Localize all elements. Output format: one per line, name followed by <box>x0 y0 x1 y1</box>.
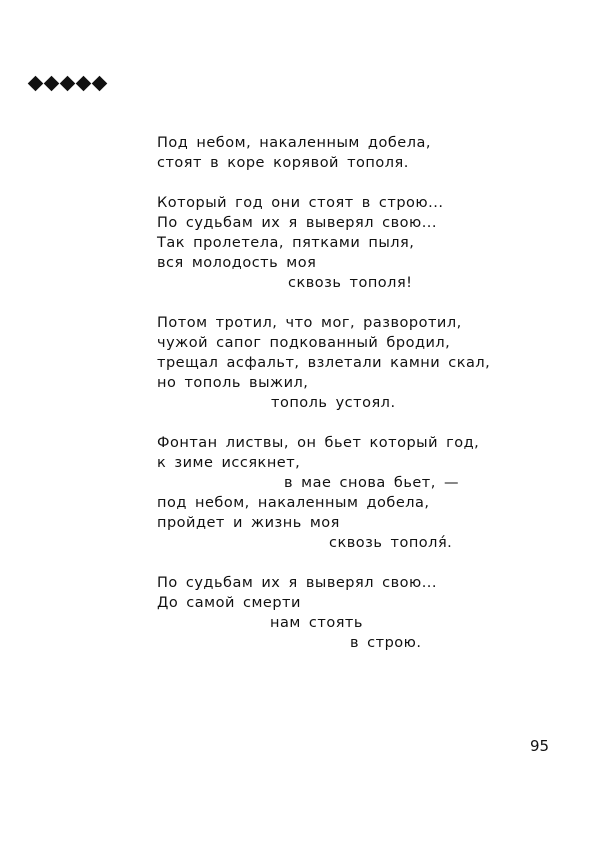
poem-line: сквозь тополя! <box>288 275 413 291</box>
diamond-ornament-row <box>28 76 108 100</box>
poem-line: До самой смерти <box>157 595 301 611</box>
poem-line: стоят в коре корявой тополя. <box>157 155 409 171</box>
stanza <box>157 313 491 413</box>
poem-line: к зиме иссякнет, <box>157 455 301 471</box>
poem-line: трещал асфальт, взлетали камни скал, <box>157 355 491 371</box>
poem-line: Так пролетела, пятками пыля, <box>157 235 415 251</box>
stanza <box>157 573 487 653</box>
stanza <box>157 133 487 173</box>
poem-body <box>157 133 491 673</box>
page-number: 95 <box>530 737 550 755</box>
poem-line: Фонтан листвы, он бьет который год, <box>157 435 480 451</box>
poem-line: По судьбам их я выверял свою... <box>157 215 438 231</box>
poem-line: вся молодость моя <box>157 255 317 271</box>
poem-line: нам стоять <box>270 615 363 631</box>
poem-line: По судьбам их я выверял свою... <box>157 575 438 591</box>
poem-line: тополь устоял. <box>271 395 396 411</box>
poem-line: чужой сапог подкованный бродил, <box>157 335 451 351</box>
diamond-icon <box>28 76 43 91</box>
diamond-icon <box>92 76 107 91</box>
poem-line: Под небом, накаленным добела, <box>157 135 431 151</box>
poem-line: сквозь тополя́. <box>329 535 453 551</box>
poem-line: в строю. <box>350 635 422 651</box>
poem-line: Который год они стоят в строю... <box>157 195 444 211</box>
diamond-icon <box>60 76 75 91</box>
stanza <box>157 433 487 553</box>
poem-line: пройдет и жизнь моя <box>157 515 340 531</box>
poem-line: под небом, накаленным добела, <box>157 495 430 511</box>
stanza <box>157 193 487 293</box>
poem-line: в мае снова бьет, — <box>284 475 459 491</box>
poem-line: Потом тротил, что мог, разворотил, <box>157 315 462 331</box>
diamond-icon <box>76 76 91 91</box>
diamond-icon <box>44 76 59 91</box>
poem-line: но тополь выжил, <box>157 375 309 391</box>
